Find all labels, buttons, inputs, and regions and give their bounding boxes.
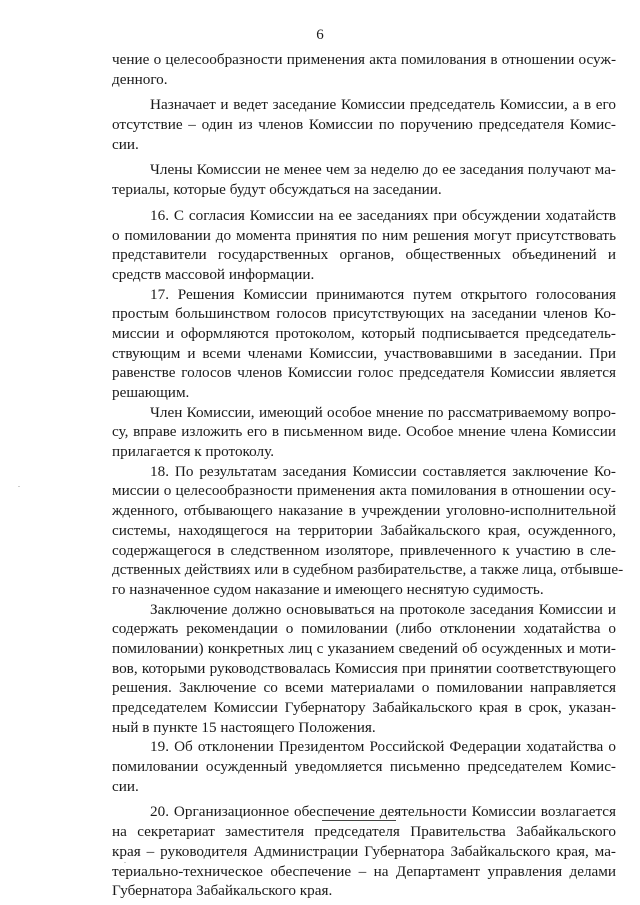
text-line: председателем Комиссии Губернатору Забайкальского края в срок, указан-	[112, 699, 616, 716]
text-line: 16. С согласия Комиссии на ее заседаниях при обсуждении ходатайств	[150, 206, 616, 224]
paragraph-materials	[112, 160, 616, 199]
text-line: Члены Комиссии не менее чем за неделю до ее заседания получают ма-	[150, 161, 616, 179]
text-line: решающим.	[112, 384, 190, 401]
text-line: миссии и оформляются протоколом, который подписывается председатель-	[112, 324, 616, 342]
text-line: помиловании осужденный уведомляется письменно председателем Комис-	[112, 758, 616, 776]
text-line: 17. Решения Комиссии принимаются путем открытого голосования	[150, 285, 616, 303]
text-line: су, вправе изложить его в письменном виде. Особое мнение члена Комиссии	[112, 423, 616, 441]
paragraph-conclusion	[112, 600, 616, 738]
text-line: системы, находящегося на территории Забайкальского края, осужденного,	[112, 521, 616, 539]
text-line: го назначенное судом наказание и имеющего неснятую судимость.	[112, 580, 544, 598]
text-line: средств массовой информации.	[112, 265, 315, 283]
paragraph-continuation	[112, 50, 616, 89]
text-line: представители государственных органов, общественных объединений и	[112, 246, 616, 264]
paragraph-item-17	[112, 285, 616, 403]
text-line: Член Комиссии, имеющий особое мнение по рассматриваемому вопро-	[150, 403, 616, 421]
text-line: равенстве голосов членов Комиссии голос председателя Комиссии является	[112, 364, 616, 382]
paragraph-item-20	[112, 802, 616, 900]
paragraph-dissent	[112, 403, 616, 462]
text-line: жденного, отбывающего наказание в учреждении уголовно-исполнительной	[112, 502, 616, 520]
text-line: на секретариат заместителя председателя Правительства Забайкальского	[112, 823, 616, 841]
text-line: сии.	[112, 777, 139, 795]
text-line: Губернатора Забайкальского края.	[112, 882, 333, 900]
paragraph-item-16	[112, 206, 616, 285]
scan-speck	[124, 862, 126, 863]
text-line: териалы, которые будут обсуждаться на заседании.	[112, 181, 442, 199]
text-line: териально-техническое обеспечение – на Департамент управления делами	[112, 862, 616, 880]
paragraph-item-18	[112, 462, 624, 600]
end-of-document-rule	[322, 820, 396, 821]
text-line: содержащегося в следственном изоляторе, привлеченного к участию в сле-	[112, 541, 616, 559]
document-body	[112, 50, 624, 901]
paragraph-chair	[112, 95, 616, 154]
text-line: о помиловании до момента принятия по ним решения могут присутствовать	[112, 226, 616, 244]
text-line: отсутствие – один из членов Комиссии по поручению председателя Комис-	[112, 116, 616, 134]
text-line: ный в пункте 15 настоящего Положения.	[112, 718, 376, 736]
text-line: простым большинством голосов присутствующих на заседании членов Ко-	[112, 305, 616, 323]
text-line: миссии о целесообразности применения акта помилования в отношении осу-	[112, 482, 616, 500]
text-line: 20. Организационное обеспечение деятельности Комиссии возлагается	[150, 803, 616, 821]
text-line: содержать рекомендации о помиловании (либо отклонении ходатайства о	[112, 620, 616, 638]
text-line: сии.	[112, 135, 139, 153]
text-line: денного.	[112, 70, 168, 88]
text-line: дственных действиях или в судебном разбирательстве, а также лица, отбывше-	[112, 561, 624, 579]
text-line: помиловании) конкретных лиц с указанием сведений об осужденных и моти-	[112, 639, 616, 657]
text-line: вов, которыми руководствовалась Комиссия при принятии соответствующего	[112, 659, 616, 677]
paragraph-item-19	[112, 737, 616, 796]
text-line: 18. По результатам заседания Комиссии составляется заключение Ко-	[150, 462, 616, 480]
text-line: решения. Заключение со всеми материалами о помиловании направляется	[112, 679, 616, 697]
text-line: ствующим и всеми членами Комиссии, участвовавшими в заседании. При	[112, 344, 616, 362]
text-line: края – руководителя Администрации Губернатора Забайкальского края, ма-	[112, 842, 616, 860]
text-line: Заключение должно основываться на протоколе заседания Комиссии и	[150, 600, 616, 618]
page-number: 6	[316, 27, 324, 43]
scan-speck	[18, 486, 20, 487]
text-line: чение о целесообразности применения акта помилования в отношении осуж-	[112, 51, 616, 68]
text-line: прилагается к протоколу.	[112, 443, 274, 461]
text-line: Назначает и ведет заседание Комиссии председатель Комиссии, а в его	[150, 96, 616, 114]
text-line: 19. Об отклонении Президентом Российской Федерации ходатайства о	[150, 738, 616, 756]
